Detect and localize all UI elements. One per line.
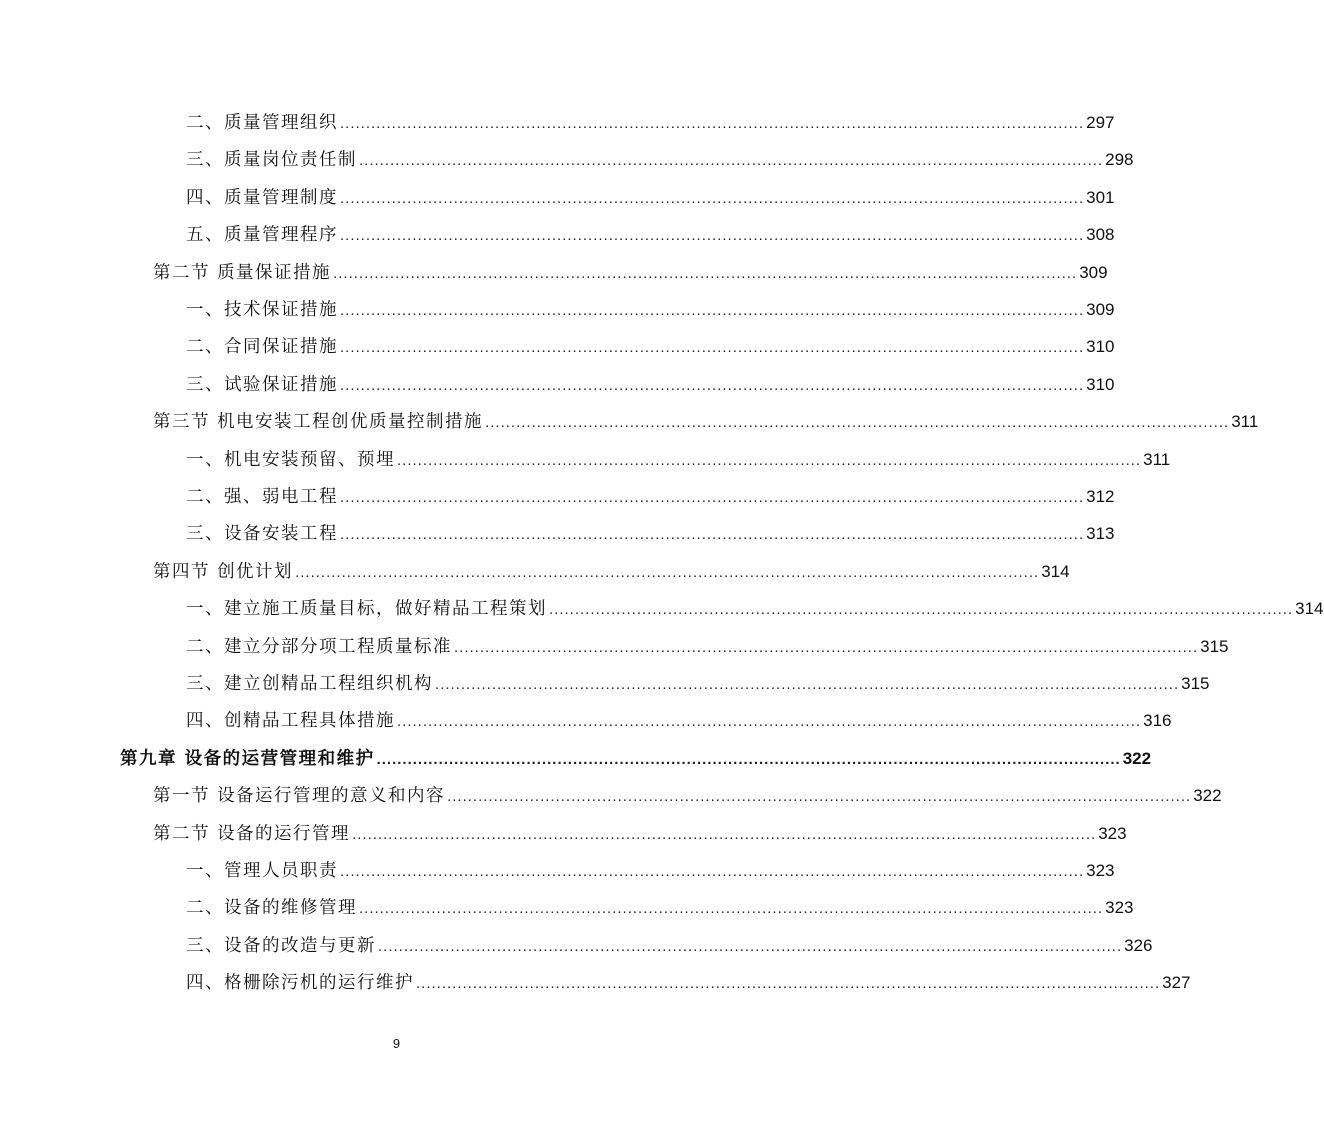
- toc-entry-page: 322: [1122, 748, 1152, 768]
- toc-entry-title: 三、试验保证措施: [186, 374, 338, 395]
- toc-entry[interactable]: [186, 181, 1115, 209]
- dot-leader: ................................................................................................................................................: [352, 825, 1097, 843]
- toc-entry-title: 第九章 设备的运营管理和维护: [120, 748, 375, 769]
- dot-leader: ................................................................................................................................................: [454, 638, 1199, 656]
- dot-leader: ................................................................................................................................................: [359, 900, 1104, 918]
- toc-entry-page: 327: [1162, 973, 1191, 993]
- toc-entry-page: 311: [1231, 412, 1259, 432]
- toc-entry-title: 二、建立分部分项工程质量标准: [186, 636, 452, 657]
- toc-entry[interactable]: [186, 368, 1115, 396]
- toc-entry[interactable]: [186, 704, 1172, 732]
- toc-entry-title: 一、管理人员职责: [186, 861, 338, 881]
- toc-entry-title: 二、质量管理组织: [186, 113, 338, 133]
- dot-leader: ................................................................................................................................................: [359, 152, 1104, 170]
- toc-entry-title: 三、质量岗位责任制: [186, 150, 357, 171]
- dot-leader: ................................................................................................................................................: [397, 451, 1142, 469]
- toc-entry[interactable]: [186, 929, 1153, 957]
- toc-entry-page: 322: [1193, 786, 1222, 806]
- toc-entry[interactable]: [186, 106, 1115, 134]
- toc-entry[interactable]: [186, 592, 1324, 620]
- dot-leader: ................................................................................................................................................: [295, 563, 1040, 581]
- toc-entry-page: 312: [1086, 487, 1115, 506]
- toc-entry-title: 二、强、弱电工程: [186, 487, 338, 507]
- dot-leader: ................................................................................................................................................: [376, 750, 1121, 768]
- dot-leader: ................................................................................................................................................: [435, 676, 1180, 693]
- toc-entry[interactable]: [186, 293, 1115, 321]
- toc-entry[interactable]: [186, 443, 1171, 471]
- toc-entry[interactable]: [153, 555, 1070, 583]
- toc-entry-page: 323: [1105, 898, 1134, 918]
- dot-leader: ................................................................................................................................................: [340, 227, 1085, 245]
- toc-entry[interactable]: [186, 218, 1115, 246]
- toc-entry-title: 一、技术保证措施: [186, 300, 338, 320]
- toc-entry-title: 第三节 机电安装工程创优质量控制措施: [153, 412, 484, 433]
- toc-entry-page: 309: [1079, 262, 1108, 282]
- toc-entry-page: 323: [1086, 861, 1115, 880]
- toc-entry-title: 二、设备的维修管理: [186, 898, 357, 919]
- toc-entry-page: 314: [1041, 561, 1070, 581]
- toc-entry-page: 316: [1143, 711, 1172, 731]
- toc-entry-title: 五、质量管理程序: [186, 225, 338, 246]
- dot-leader: ................................................................................................................................................: [340, 376, 1085, 394]
- toc-entry-page: 326: [1124, 935, 1153, 955]
- toc-entry[interactable]: [153, 779, 1222, 807]
- toc-entry[interactable]: [186, 630, 1229, 658]
- toc-entry-page: 314: [1295, 599, 1324, 619]
- toc-entry[interactable]: [153, 405, 1259, 433]
- dot-leader: ................................................................................................................................................: [485, 414, 1230, 432]
- toc-entry-title: 三、设备安装工程: [186, 524, 338, 545]
- toc-entry-page: 310: [1086, 374, 1115, 394]
- toc-entry-title: 三、设备的改造与更新: [186, 935, 376, 956]
- toc-entry[interactable]: [186, 667, 1210, 695]
- toc-entry[interactable]: [120, 742, 1152, 770]
- dot-leader: ................................................................................................................................................: [397, 713, 1142, 731]
- toc-entry-title: 二、合同保证措施: [186, 337, 338, 358]
- dot-leader: ................................................................................................................................................: [340, 115, 1085, 132]
- toc-entry[interactable]: [186, 480, 1115, 508]
- toc-entry-title: 四、格栅除污机的运行维护: [186, 973, 414, 994]
- page-number: 9: [392, 1036, 401, 1051]
- toc-entry-page: 298: [1105, 150, 1134, 170]
- dot-leader: ................................................................................................................................................: [378, 937, 1123, 955]
- toc-entry[interactable]: [153, 256, 1108, 284]
- toc-entry-page: 311: [1143, 449, 1171, 469]
- toc-entry[interactable]: [186, 891, 1134, 919]
- toc-entry-page: 310: [1086, 337, 1115, 357]
- toc-entry-page: 301: [1086, 187, 1115, 207]
- dot-leader: ................................................................................................................................................: [447, 788, 1192, 806]
- toc-entry-title: 第二节 质量保证措施: [153, 262, 332, 283]
- toc-entry-page: 313: [1086, 524, 1115, 544]
- toc-entry-page: 309: [1086, 300, 1115, 319]
- toc-entry-title: 三、建立创精品工程组织机构: [186, 674, 433, 694]
- toc-entry-title: 一、机电安装预留、预埋: [186, 449, 395, 470]
- dot-leader: ................................................................................................................................................: [340, 863, 1085, 880]
- toc-entry-title: 第四节 创优计划: [153, 561, 294, 582]
- dot-leader: ................................................................................................................................................: [340, 526, 1085, 544]
- dot-leader: ................................................................................................................................................: [340, 339, 1085, 357]
- toc-entry[interactable]: [186, 330, 1115, 358]
- toc-entry-title: 四、创精品工程具体措施: [186, 711, 395, 732]
- toc-entry-title: 第二节 设备的运行管理: [153, 823, 351, 844]
- toc-entry-page: 315: [1181, 674, 1210, 693]
- toc-entry[interactable]: [186, 143, 1134, 171]
- dot-leader: ................................................................................................................................................: [340, 189, 1085, 207]
- dot-leader: ................................................................................................................................................: [340, 302, 1085, 319]
- toc-entry-page: 297: [1086, 113, 1115, 132]
- toc-entry-title: 四、质量管理制度: [186, 187, 338, 208]
- toc-entry-page: 315: [1200, 636, 1229, 656]
- dot-leader: ................................................................................................................................................: [333, 264, 1078, 282]
- toc-entry[interactable]: [186, 966, 1191, 994]
- dot-leader: ................................................................................................................................................: [416, 975, 1161, 993]
- toc-entry-page: 308: [1086, 225, 1115, 245]
- toc-entry-page: 323: [1098, 823, 1127, 843]
- dot-leader: ................................................................................................................................................: [340, 489, 1085, 506]
- toc-entry-title: 第一节 设备运行管理的意义和内容: [153, 786, 446, 807]
- toc-entry-title: 一、建立施工质量目标，做好精品工程策划: [186, 599, 547, 620]
- toc-entry[interactable]: [186, 517, 1115, 545]
- toc-entry[interactable]: [153, 817, 1127, 845]
- toc-entry[interactable]: [186, 854, 1115, 882]
- dot-leader: ................................................................................................................................................: [549, 601, 1294, 619]
